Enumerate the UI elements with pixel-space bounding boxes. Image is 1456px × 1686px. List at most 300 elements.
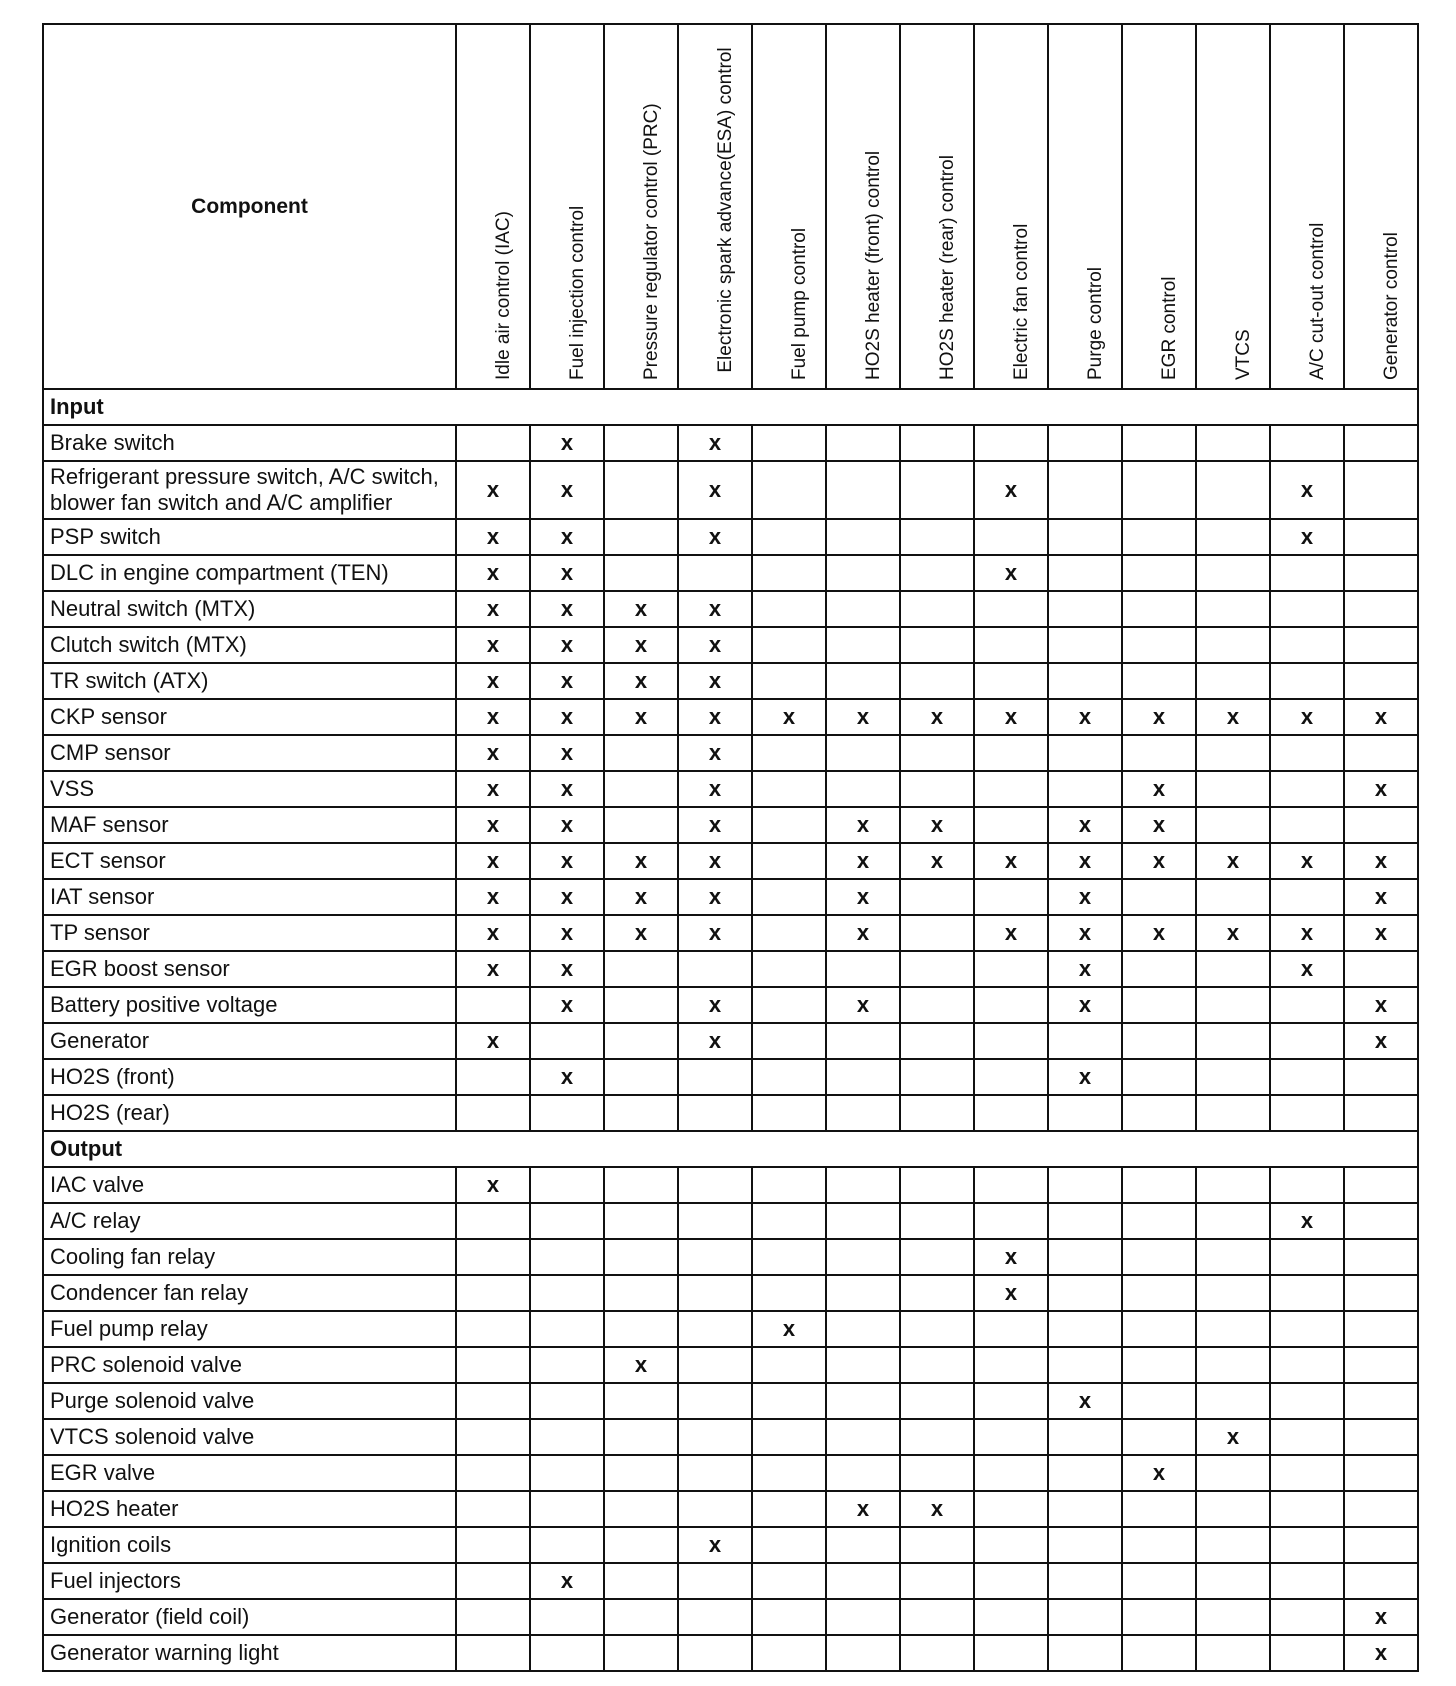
mark-cell: [1270, 1311, 1344, 1347]
mark-cell: [1122, 1419, 1196, 1455]
table-row: [43, 1347, 1418, 1383]
mark-cell: [604, 1527, 678, 1563]
section-row: [43, 389, 1418, 425]
mark-cell: x: [1122, 807, 1196, 843]
mark-cell: [1196, 807, 1270, 843]
mark-cell: x: [530, 627, 604, 663]
column-header: [678, 24, 752, 389]
mark-cell: [456, 1635, 530, 1671]
mark-cell: [1048, 1419, 1122, 1455]
mark-cell: [1048, 1023, 1122, 1059]
mark-cell: [826, 555, 900, 591]
table-row: [43, 1095, 1418, 1131]
mark-cell: [826, 951, 900, 987]
mark-cell: x: [456, 951, 530, 987]
mark-cell: [974, 627, 1048, 663]
mark-cell: x: [752, 1311, 826, 1347]
mark-cell: [678, 1239, 752, 1275]
mark-cell: x: [456, 879, 530, 915]
mark-cell: [604, 1023, 678, 1059]
mark-cell: [1196, 591, 1270, 627]
mark-cell: [1344, 627, 1418, 663]
component-name: Cooling fan relay: [43, 1239, 456, 1275]
mark-cell: [1270, 591, 1344, 627]
mark-cell: [1122, 735, 1196, 771]
mark-cell: [530, 1455, 604, 1491]
mark-cell: x: [900, 807, 974, 843]
component-name: Generator: [43, 1023, 456, 1059]
mark-cell: [678, 1347, 752, 1383]
column-header: [1344, 24, 1418, 389]
mark-cell: x: [1344, 879, 1418, 915]
mark-cell: [1048, 1311, 1122, 1347]
mark-cell: [974, 591, 1048, 627]
mark-cell: [456, 1059, 530, 1095]
mark-cell: [456, 1383, 530, 1419]
mark-cell: [1344, 1455, 1418, 1491]
mark-cell: [826, 771, 900, 807]
mark-cell: [604, 1599, 678, 1635]
table-row: [43, 771, 1418, 807]
mark-cell: [604, 1455, 678, 1491]
header-row: [43, 24, 1418, 389]
mark-cell: [826, 1383, 900, 1419]
mark-cell: x: [456, 591, 530, 627]
mark-cell: [1196, 1383, 1270, 1419]
mark-cell: x: [530, 555, 604, 591]
mark-cell: [1048, 461, 1122, 519]
mark-cell: x: [456, 627, 530, 663]
mark-cell: [530, 1023, 604, 1059]
mark-cell: [530, 1383, 604, 1419]
mark-cell: x: [530, 987, 604, 1023]
mark-cell: x: [530, 951, 604, 987]
mark-cell: [1196, 1275, 1270, 1311]
mark-cell: [678, 1095, 752, 1131]
mark-cell: [456, 1203, 530, 1239]
mark-cell: [974, 425, 1048, 461]
table-row: [43, 1239, 1418, 1275]
mark-cell: [752, 1275, 826, 1311]
mark-cell: [456, 1527, 530, 1563]
mark-cell: [1344, 663, 1418, 699]
mark-cell: [974, 879, 1048, 915]
mark-cell: [1270, 425, 1344, 461]
mark-cell: [530, 1527, 604, 1563]
mark-cell: [900, 1635, 974, 1671]
mark-cell: [826, 1203, 900, 1239]
mark-cell: [1122, 519, 1196, 555]
mark-cell: [604, 519, 678, 555]
mark-cell: [974, 735, 1048, 771]
mark-cell: [1344, 951, 1418, 987]
mark-cell: [678, 1563, 752, 1599]
mark-cell: [826, 425, 900, 461]
mark-cell: x: [974, 699, 1048, 735]
mark-cell: x: [1122, 771, 1196, 807]
mark-cell: [1344, 591, 1418, 627]
mark-cell: x: [678, 987, 752, 1023]
mark-cell: [826, 1095, 900, 1131]
mark-cell: [530, 1203, 604, 1239]
mark-cell: [1048, 1275, 1122, 1311]
mark-cell: [974, 1491, 1048, 1527]
mark-cell: x: [530, 735, 604, 771]
mark-cell: [1344, 1563, 1418, 1599]
component-name: Clutch switch (MTX): [43, 627, 456, 663]
mark-cell: x: [678, 1527, 752, 1563]
mark-cell: [752, 1239, 826, 1275]
component-name: HO2S (rear): [43, 1095, 456, 1131]
mark-cell: [752, 555, 826, 591]
mark-cell: [1048, 1491, 1122, 1527]
component-name: Brake switch: [43, 425, 456, 461]
component-name: CMP sensor: [43, 735, 456, 771]
mark-cell: [1048, 1167, 1122, 1203]
mark-cell: x: [1196, 699, 1270, 735]
mark-cell: [826, 1419, 900, 1455]
mark-cell: x: [678, 591, 752, 627]
table-row: [43, 1491, 1418, 1527]
mark-cell: [1196, 1455, 1270, 1491]
mark-cell: [974, 1311, 1048, 1347]
mark-cell: x: [678, 425, 752, 461]
mark-cell: [752, 591, 826, 627]
table-row: [43, 1455, 1418, 1491]
mark-cell: [826, 1275, 900, 1311]
mark-cell: x: [1048, 915, 1122, 951]
mark-cell: [1122, 591, 1196, 627]
mark-cell: x: [678, 843, 752, 879]
mark-cell: [1122, 987, 1196, 1023]
mark-cell: [1122, 1635, 1196, 1671]
mark-cell: [900, 627, 974, 663]
mark-cell: [530, 1599, 604, 1635]
mark-cell: [1196, 1167, 1270, 1203]
mark-cell: x: [456, 699, 530, 735]
mark-cell: [530, 1419, 604, 1455]
mark-cell: [1122, 1599, 1196, 1635]
mark-cell: [900, 987, 974, 1023]
component-name: Purge solenoid valve: [43, 1383, 456, 1419]
mark-cell: [678, 555, 752, 591]
mark-cell: [604, 1095, 678, 1131]
table-row: [43, 951, 1418, 987]
mark-cell: [974, 1203, 1048, 1239]
mark-cell: x: [530, 1563, 604, 1599]
mark-cell: [1122, 1491, 1196, 1527]
mark-cell: [752, 519, 826, 555]
mark-cell: x: [530, 807, 604, 843]
component-name: Fuel injectors: [43, 1563, 456, 1599]
mark-cell: [752, 807, 826, 843]
mark-cell: [826, 1023, 900, 1059]
mark-cell: x: [678, 663, 752, 699]
mark-cell: x: [1122, 843, 1196, 879]
mark-cell: [826, 1167, 900, 1203]
mark-cell: [604, 1311, 678, 1347]
mark-cell: [1344, 461, 1418, 519]
mark-cell: x: [826, 843, 900, 879]
mark-cell: x: [1344, 771, 1418, 807]
mark-cell: [752, 735, 826, 771]
mark-cell: [752, 627, 826, 663]
mark-cell: x: [604, 699, 678, 735]
mark-cell: [530, 1635, 604, 1671]
mark-cell: x: [1270, 519, 1344, 555]
component-name: Generator warning light: [43, 1635, 456, 1671]
mark-cell: x: [456, 1167, 530, 1203]
mark-cell: [456, 1095, 530, 1131]
mark-cell: x: [678, 461, 752, 519]
mark-cell: [1270, 1635, 1344, 1671]
mark-cell: x: [1048, 1383, 1122, 1419]
mark-cell: [974, 951, 1048, 987]
mark-cell: x: [530, 425, 604, 461]
mark-cell: [752, 1563, 826, 1599]
mark-cell: [604, 425, 678, 461]
mark-cell: [1196, 1023, 1270, 1059]
mark-cell: [974, 1455, 1048, 1491]
mark-cell: [1344, 807, 1418, 843]
mark-cell: x: [1270, 1203, 1344, 1239]
mark-cell: [1344, 1383, 1418, 1419]
table-row: [43, 555, 1418, 591]
mark-cell: [530, 1275, 604, 1311]
mark-cell: x: [1122, 915, 1196, 951]
mark-cell: [900, 1311, 974, 1347]
mark-cell: x: [678, 771, 752, 807]
mark-cell: [1122, 951, 1196, 987]
mark-cell: x: [1344, 1599, 1418, 1635]
mark-cell: [900, 771, 974, 807]
mark-cell: [1048, 555, 1122, 591]
mark-cell: [604, 807, 678, 843]
mark-cell: [900, 1275, 974, 1311]
mark-cell: x: [900, 699, 974, 735]
mark-cell: [900, 915, 974, 951]
component-name: TP sensor: [43, 915, 456, 951]
table-row: [43, 1419, 1418, 1455]
mark-cell: [1196, 425, 1270, 461]
table-row: [43, 879, 1418, 915]
mark-cell: [826, 1599, 900, 1635]
mark-cell: [1122, 627, 1196, 663]
table-row: [43, 1563, 1418, 1599]
mark-cell: x: [456, 461, 530, 519]
column-header-label: A/C cut-out control: [1307, 222, 1328, 380]
mark-cell: [1196, 1239, 1270, 1275]
mark-cell: [678, 1383, 752, 1419]
mark-cell: [530, 1311, 604, 1347]
column-header: [1048, 24, 1122, 389]
mark-cell: [1048, 1635, 1122, 1671]
component-name: Battery positive voltage: [43, 987, 456, 1023]
mark-cell: x: [456, 771, 530, 807]
column-header: [604, 24, 678, 389]
mark-cell: x: [826, 987, 900, 1023]
mark-cell: [1122, 1059, 1196, 1095]
column-header: [1270, 24, 1344, 389]
mark-cell: [604, 1383, 678, 1419]
table-row: [43, 591, 1418, 627]
mark-cell: [1122, 1023, 1196, 1059]
mark-cell: x: [826, 807, 900, 843]
mark-cell: [974, 1599, 1048, 1635]
mark-cell: [1122, 1239, 1196, 1275]
mark-cell: [900, 1095, 974, 1131]
mark-cell: x: [604, 627, 678, 663]
component-name: IAT sensor: [43, 879, 456, 915]
mark-cell: [752, 1383, 826, 1419]
mark-cell: x: [604, 663, 678, 699]
column-header: [826, 24, 900, 389]
mark-cell: [1270, 1419, 1344, 1455]
mark-cell: [752, 771, 826, 807]
mark-cell: x: [1048, 879, 1122, 915]
mark-cell: [456, 1563, 530, 1599]
mark-cell: [974, 807, 1048, 843]
mark-cell: x: [974, 915, 1048, 951]
table-row: [43, 807, 1418, 843]
mark-cell: [678, 1635, 752, 1671]
mark-cell: [1196, 461, 1270, 519]
mark-cell: [604, 1275, 678, 1311]
mark-cell: [678, 1059, 752, 1095]
mark-cell: [1048, 1527, 1122, 1563]
column-header: [1122, 24, 1196, 389]
table-row: [43, 1311, 1418, 1347]
mark-cell: [826, 591, 900, 627]
mark-cell: [1048, 663, 1122, 699]
mark-cell: x: [456, 915, 530, 951]
mark-cell: [826, 461, 900, 519]
mark-cell: [826, 1239, 900, 1275]
component-name: IAC valve: [43, 1167, 456, 1203]
mark-cell: [752, 461, 826, 519]
component-name: HO2S (front): [43, 1059, 456, 1095]
mark-cell: x: [826, 879, 900, 915]
mark-cell: [678, 1599, 752, 1635]
mark-cell: [1048, 591, 1122, 627]
mark-cell: [974, 1095, 1048, 1131]
mark-cell: [752, 1059, 826, 1095]
mark-cell: [530, 1347, 604, 1383]
mark-cell: [1344, 519, 1418, 555]
mark-cell: [1196, 555, 1270, 591]
mark-cell: [900, 1059, 974, 1095]
table-row: [43, 1527, 1418, 1563]
mark-cell: [900, 663, 974, 699]
mark-cell: x: [456, 555, 530, 591]
mark-cell: [1270, 987, 1344, 1023]
component-header: Component: [43, 24, 456, 389]
mark-cell: [604, 771, 678, 807]
mark-cell: x: [1048, 807, 1122, 843]
mark-cell: x: [456, 807, 530, 843]
mark-cell: x: [1270, 699, 1344, 735]
mark-cell: x: [974, 1275, 1048, 1311]
mark-cell: [974, 1059, 1048, 1095]
mark-cell: x: [530, 843, 604, 879]
mark-cell: [752, 1599, 826, 1635]
mark-cell: [752, 425, 826, 461]
mark-cell: [1048, 627, 1122, 663]
table-row: [43, 987, 1418, 1023]
column-header-label: Purge control: [1085, 266, 1106, 380]
mark-cell: x: [1048, 843, 1122, 879]
mark-cell: [1122, 1203, 1196, 1239]
mark-cell: [752, 1203, 826, 1239]
mark-cell: [1122, 1275, 1196, 1311]
table-row: [43, 1635, 1418, 1671]
mark-cell: x: [900, 1491, 974, 1527]
mark-cell: [752, 1419, 826, 1455]
mark-cell: [1048, 771, 1122, 807]
mark-cell: [826, 519, 900, 555]
mark-cell: [1270, 1059, 1344, 1095]
mark-cell: [604, 461, 678, 519]
mark-cell: [604, 555, 678, 591]
mark-cell: [974, 1023, 1048, 1059]
mark-cell: [678, 1275, 752, 1311]
mark-cell: [1270, 1455, 1344, 1491]
table-row: [43, 1023, 1418, 1059]
table-row: [43, 461, 1418, 519]
mark-cell: [752, 663, 826, 699]
mark-cell: [900, 555, 974, 591]
mark-cell: [1344, 1311, 1418, 1347]
mark-cell: x: [1344, 699, 1418, 735]
mark-cell: [1048, 1347, 1122, 1383]
mark-cell: [900, 1347, 974, 1383]
column-header-label: Fuel pump control: [789, 227, 810, 380]
table-row: [43, 425, 1418, 461]
mark-cell: [1270, 1563, 1344, 1599]
mark-cell: [974, 987, 1048, 1023]
mark-cell: [1270, 1167, 1344, 1203]
mark-cell: x: [604, 843, 678, 879]
mark-cell: [1270, 1599, 1344, 1635]
mark-cell: x: [456, 843, 530, 879]
mark-cell: x: [900, 843, 974, 879]
mark-cell: x: [678, 1023, 752, 1059]
component-name: EGR boost sensor: [43, 951, 456, 987]
table-row: [43, 1059, 1418, 1095]
mark-cell: [826, 663, 900, 699]
mark-cell: [1270, 879, 1344, 915]
mark-cell: [826, 1347, 900, 1383]
matrix-body: [43, 389, 1418, 1671]
mark-cell: [1270, 1239, 1344, 1275]
mark-cell: [678, 1491, 752, 1527]
mark-cell: [1196, 1563, 1270, 1599]
mark-cell: [456, 1491, 530, 1527]
mark-cell: x: [1270, 951, 1344, 987]
mark-cell: x: [678, 915, 752, 951]
table-row: [43, 519, 1418, 555]
mark-cell: x: [530, 519, 604, 555]
mark-cell: [900, 591, 974, 627]
mark-cell: [1196, 519, 1270, 555]
mark-cell: [1122, 1167, 1196, 1203]
mark-cell: x: [1048, 699, 1122, 735]
component-name: Fuel pump relay: [43, 1311, 456, 1347]
mark-cell: x: [1344, 915, 1418, 951]
mark-cell: [900, 1383, 974, 1419]
mark-cell: [974, 663, 1048, 699]
section-title: Output: [43, 1131, 1418, 1167]
